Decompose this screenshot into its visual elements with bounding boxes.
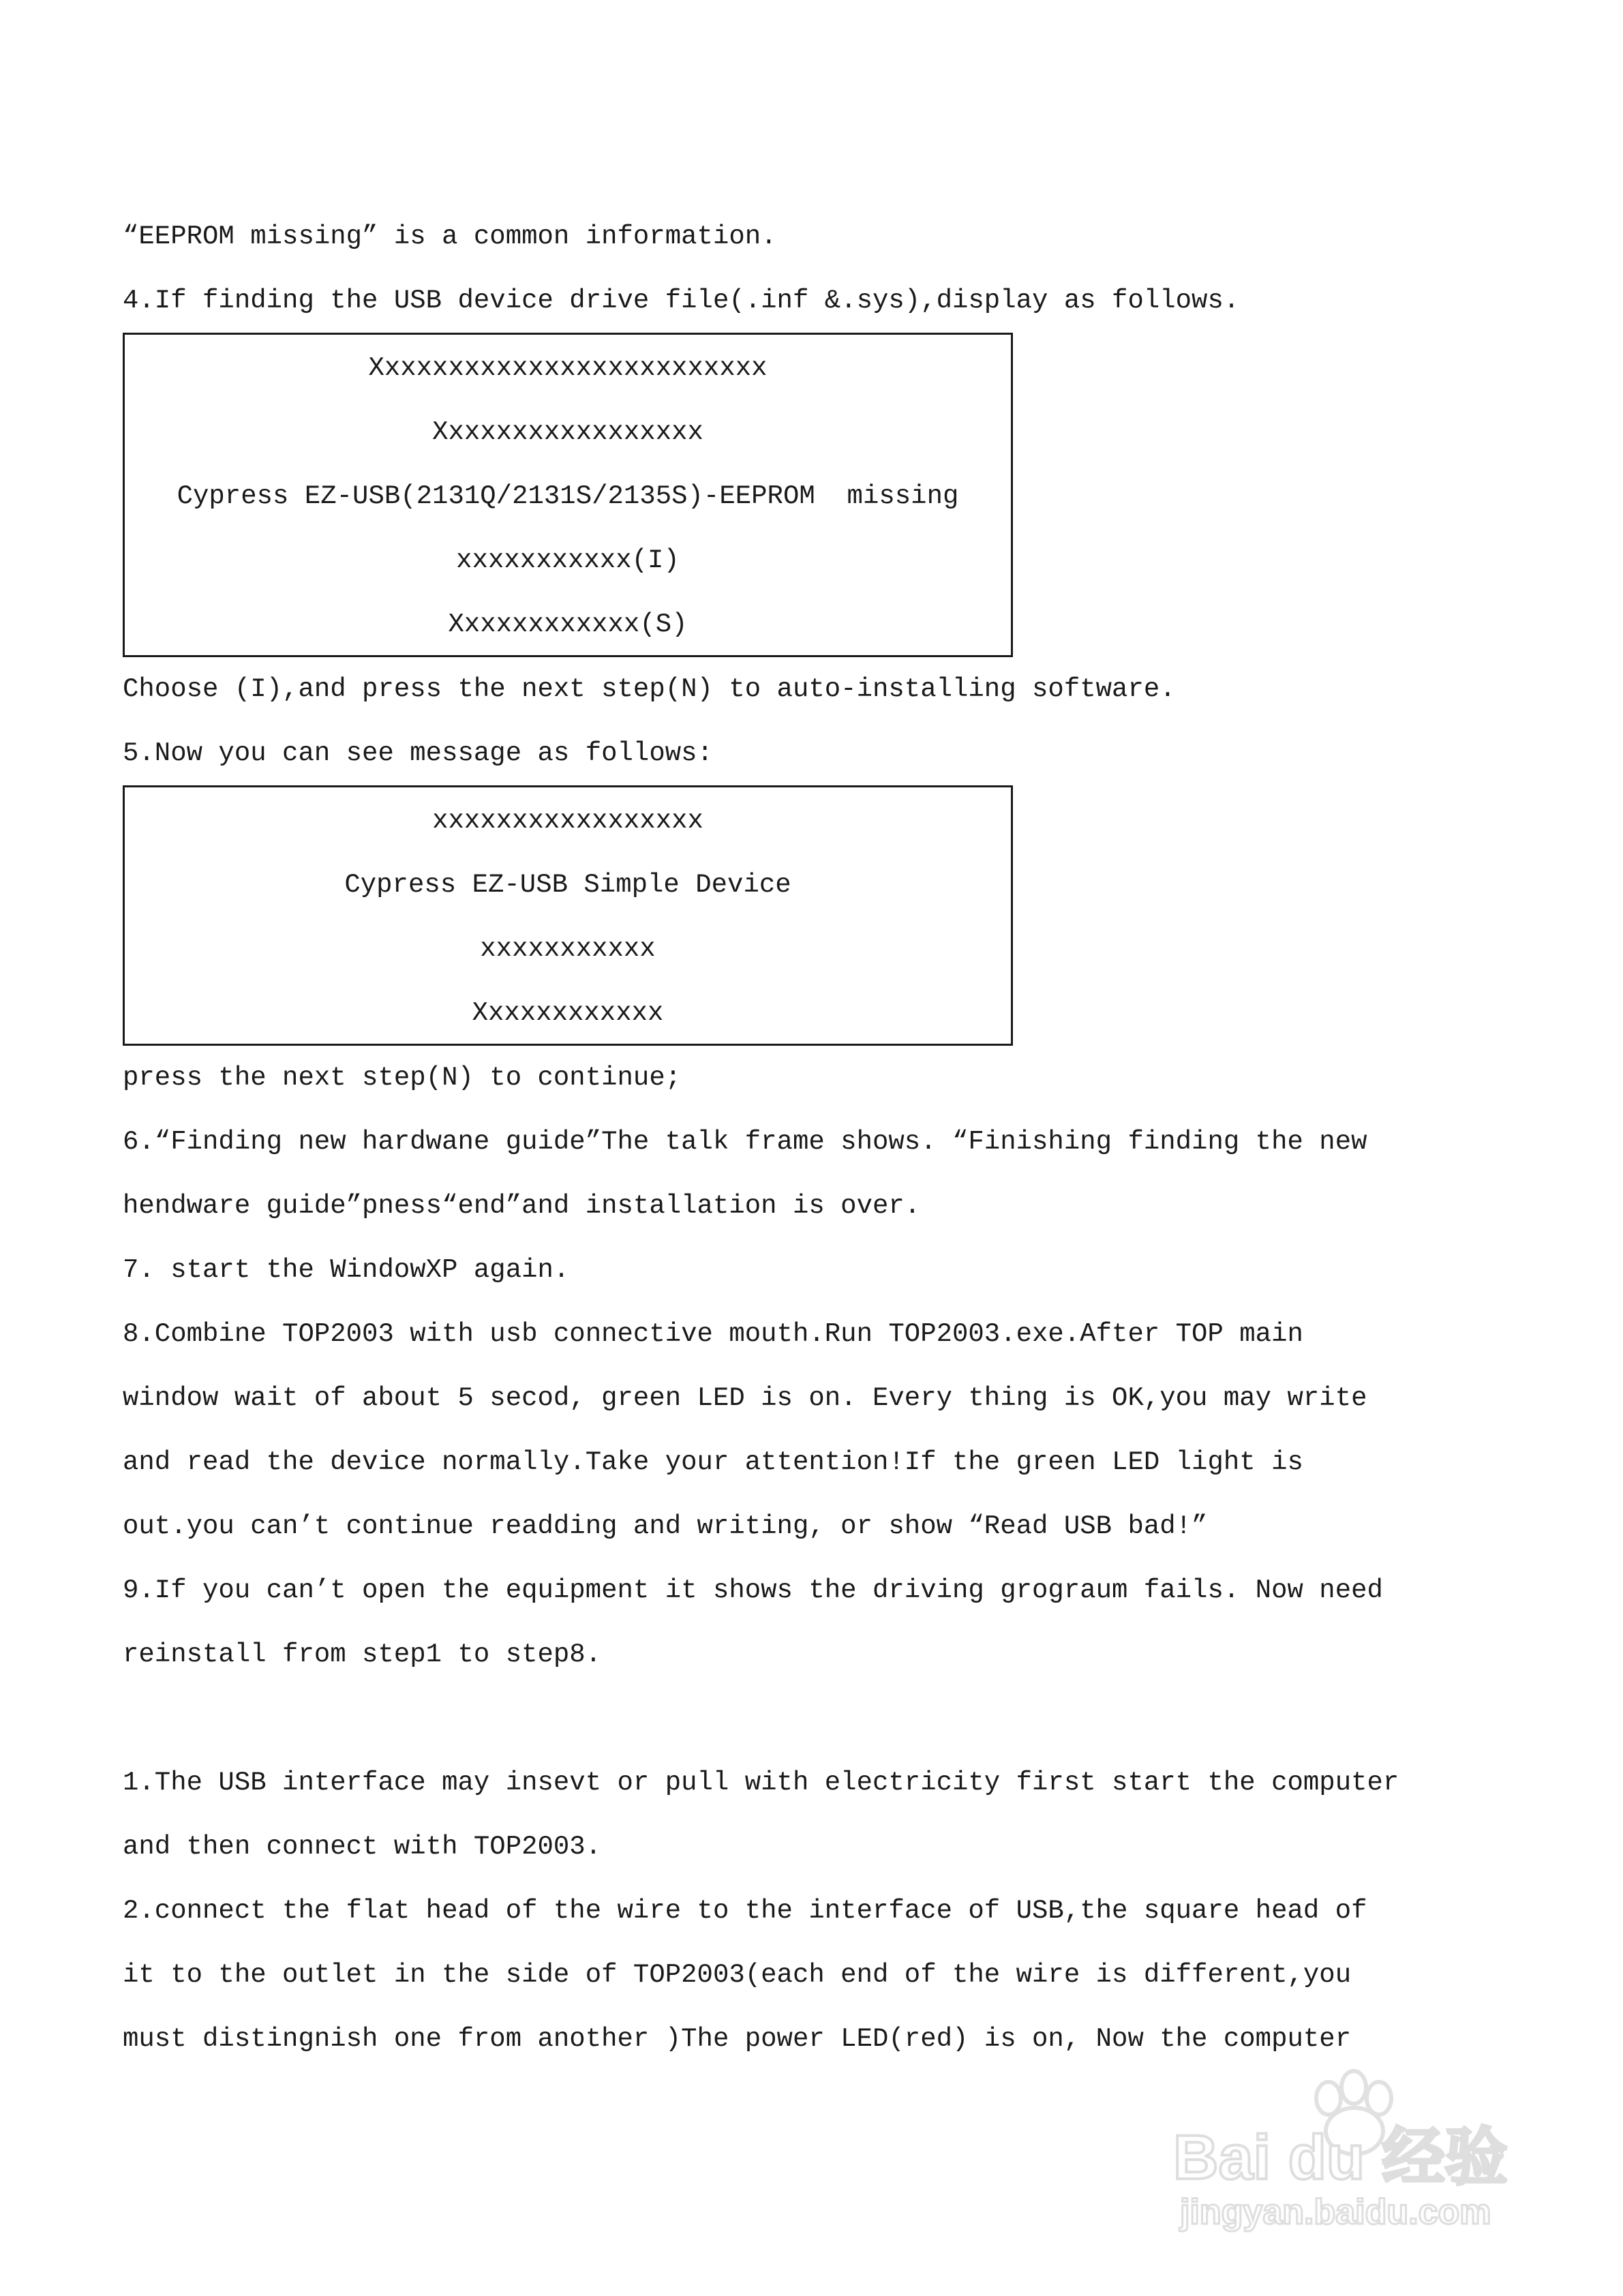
text-line: 8.Combine TOP2003 with usb connective mouth.Run TOP2003.exe.After TOP main	[123, 1319, 1303, 1349]
box-line: Xxxxxxxxxxxx(S)	[448, 609, 688, 639]
text-line: and read the device normally.Take your attention!If the green LED light is	[123, 1447, 1303, 1477]
text-line: 6.“Finding new hardwane guide”The talk frame shows. “Finishing finding the new	[123, 1127, 1367, 1157]
text-line: 7. start the WindowXP again.	[123, 1255, 570, 1285]
box-line: Xxxxxxxxxxxxxxxxxxxxxxxxx	[368, 353, 768, 383]
text-line: 4.If finding the USB device drive file(.inf &.sys),display as follows.	[123, 286, 1240, 316]
box-line: xxxxxxxxxxxxxxxxx	[432, 806, 703, 836]
box-line: xxxxxxxxxxx	[480, 934, 656, 964]
box-line: Cypress EZ-USB Simple Device	[344, 870, 791, 900]
message-box-simple-device	[123, 785, 1013, 1046]
message-box-driver-found	[123, 333, 1013, 657]
box-line: Xxxxxxxxxxxxxxxxx	[432, 417, 703, 447]
text-line: hendware guide”pness“end”and installation is over.	[123, 1191, 921, 1221]
text-line: it to the outlet in the side of TOP2003(each end of the wire is different,you	[123, 1960, 1352, 1990]
box-line: Xxxxxxxxxxxx	[472, 998, 664, 1028]
text-line: out.you can’t continue readding and writing, or show “Read USB bad!”	[123, 1511, 1208, 1541]
text-line: window wait of about 5 secod, green LED is on. Every thing is OK,you may write	[123, 1383, 1367, 1413]
box-line: xxxxxxxxxxx(I)	[456, 545, 680, 575]
text-line: Choose (I),and press the next step(N) to auto-installing software.	[123, 674, 1176, 704]
section-heading	[123, 1687, 1513, 1751]
box-line: Cypress EZ-USB(2131Q/2131S/2135S)-EEPROM missing	[177, 481, 959, 511]
document-page	[123, 205, 1513, 2071]
text-line: and then connect with TOP2003.	[123, 1832, 602, 1862]
text-line: 9.If you can’t open the equipment it shows the driving grograum fails. Now need	[123, 1575, 1383, 1605]
text-line: 2.connect the flat head of the wire to the interface of USB,the square head of	[123, 1896, 1367, 1926]
text-line: “EEPROM missing” is a common information.	[123, 222, 777, 252]
text-line: must distingnish one from another )The power LED(red) is on, Now the computer	[123, 2024, 1352, 2054]
text-line: 1.The USB interface may insevt or pull with electricity first start the computer	[123, 1768, 1399, 1798]
baidu-jingyan-watermark	[1159, 2057, 1541, 2235]
text-line: press the next step(N) to continue;	[123, 1063, 682, 1093]
watermark-url: jingyan.baidu.com	[1180, 2192, 1491, 2232]
watermark-brand: Bai du 经验	[1173, 2123, 1508, 2192]
text-line: 5.Now you can see message as follows:	[123, 738, 713, 768]
text-line: reinstall from step1 to step8.	[123, 1640, 602, 1670]
